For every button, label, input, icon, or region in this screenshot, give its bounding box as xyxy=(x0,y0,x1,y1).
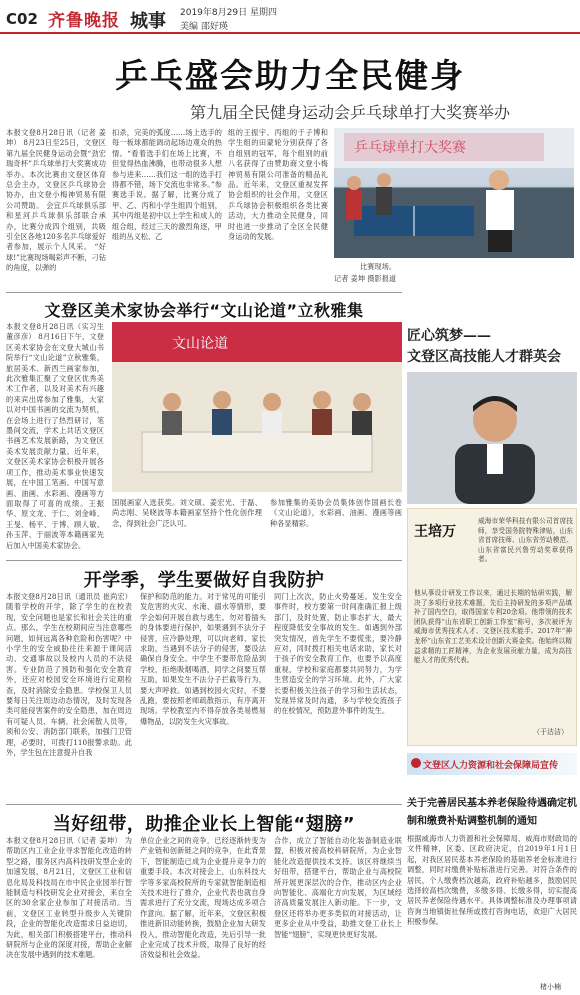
industry-col-3: 合作，成立了智能自动化装备制造业联盟，积极对接高校科研院所，为企业智能化改造提供技术支持。该区将继续当好纽带，搭建平台，帮助企业与高校院所开展更深层次的合作，推动区内企业向智能化、高端化方向发展，为区域经济高质量发展注入新动能。下一步，文登区还将举办更多类似的对接活动，让更多企业从中受益，助推文登工业长上智能“翅膀”，实现更快更好发展。 xyxy=(274,836,402,939)
paper-name: 齐鲁晚报 xyxy=(48,11,120,31)
issue-date: 2019年8月29日 星期四 xyxy=(180,8,277,18)
section-name: 城事 xyxy=(130,11,166,32)
industry-col-1: 本报文登8月28日讯（记者 姜坤） 为帮助区内工业企业寻求智能化改造的转型之路，服务区内高科技研发型企业的加速发展，8月21日，文登区工业和信息化局及科技局在市中民企业园举行智能制造与科技研发企业对接会，来自全区的30余家企业参加了对接活动。当前，文登区工业转型升级步入关键阶段，企业的智能化改造需求日益迫切，为此，相关部门积极搭建平台，推动科研院所与企业的深度对接，帮助企业解决在发展中遇到的技术难题。 xyxy=(6,836,132,960)
art-gathering-scene-icon xyxy=(112,322,402,492)
main-headline: 乒乓盛会助力全民健身 xyxy=(115,56,465,95)
art-gathering-photo xyxy=(112,322,402,492)
profile-name: 王培万 xyxy=(414,524,456,540)
table-tennis-photo xyxy=(334,128,574,258)
portrait-photo xyxy=(407,372,577,504)
sidebar-subtitle: 文登区高技能人才群英会 xyxy=(407,349,561,365)
safety-col-2: 保护和防范的能力。对于常见的可能引发危害的火灾、水淹、溺水等情形，要学会如何开展自救与逃生。勿对着插头的身体要进行保护，如果遇到不法分子侵害，应冷静处理，可以向老师、家长求助，当遇到不法分子的侵害，要设法确保自身安全。中学生不要带危险品到学校，拒绝吸烟喝酒，同学之间要互帮互助，如果发生不法分子拦截等行为，要大声呼救。如遇到校园火灾时，不要乱跑，要按照老师疏散指示，有序离开现场。学校教室内不得存放各类易燃易爆物品，以防发生火灾事故。 xyxy=(140,592,266,726)
notice-body: 根据威海市人力资源和社会保障局、威海市财政局的文件精神，区委、区政府决定，自2019年1月1日起，对我区居民基本养老保险的基础养老金标准进行调整，同时对缴费补贴标准进行完善。对符合条件的居民，个人缴费档次越高，政府补贴越多，鼓励居民选择较高档次缴费，多缴多得、长缴多得，切实提高居民养老保险待遇水平。具体调整标准及办理事项请咨询当地镇街社保所或拨打咨询电话，欢迎广大居民积极参保。 xyxy=(407,834,577,927)
page-number: C02 xyxy=(6,10,38,28)
divider xyxy=(6,560,402,561)
divider xyxy=(6,804,402,805)
main-col-3: 组的王振宇、丙组的于子博和学生组的田蒙轮分别获得了各自组别的冠军，每个组别的前八名获得了由赞助商文登小梅神贸易有限公司准备的精品礼品。近年来，文登区重视发挥协会组织的社会作用，文登区乒乓球协会积极组织各类比赛活动，大力推动全民健身，同时也进一步推动了全区全民健身运动的发展。 xyxy=(228,128,328,242)
profile-box xyxy=(407,508,577,746)
photo1-credit: 记者 姜坤 摄影报道 xyxy=(334,274,397,283)
profile-bio: 威海市荣华科技有限公司首席技师，享受国务院特殊津贴，山东省首席技师、山东省劳动模范、山东省富民兴鲁劳动奖章获得者。 xyxy=(478,517,573,564)
bureau-logo-icon xyxy=(411,758,421,768)
main-subhead: 第九届全民健身运动会乒乓球单打大奖赛举办 xyxy=(189,103,510,122)
industry-headline: 当好纽带，助推企业长上智能“翅膀” xyxy=(52,814,356,835)
notice-title: 关于完善居民基本养老保险待遇确定机制和缴费补贴调整机制的通知 xyxy=(407,798,577,827)
safety-col-1: 本报文登8月28日讯（通讯员 崔尚宏） 随着学校的开学，除了学生的在校表现，安全问题也是家长和社会关注的重点。那么，学生在校期间应当注意哪些问题，如何远离各种危险和伤害呢？中小学生的安全威胁往往来源于课间活动、交通事故以及校内人员的不法侵害。专业防范了预防和强化安全教育外，还应对校园安全环境进行定期检查，及时消除安全隐患。学校保卫人员要每日关注周边动态情况，及时发现各类可能侵害案件的安全隐患，加在周边有可疑人员、车辆、社会闲散人员等，须和公安、消防部门联系，加强门卫管理，必要时，可拨打110报警求助。此外，学生包在注意提升自我 xyxy=(6,592,132,758)
portrait-icon xyxy=(407,372,577,504)
main-col-1: 本报文登8月28日讯（记者 姜坤） 8月23日至25日，文登区第九届全民健身运动会暨“劲宏瑞奇杯”乒乓球单打大奖赛成功举办。本次比赛由文登区体育总会主办，文登区乒乓球协会协办，由文登小梅神贸易有限公司赞助。 会宜乒乓球俱乐部和星河乒乓球俱乐部联合承办，比赛分成四个组别，共吸引全区各地120多名乒乓球爱好者参加，展示个人风采。 “好球!”比赛现场喝彩声不断，刁钻的角度，以弹的 xyxy=(6,128,106,273)
photo1-caption: 比赛现场。 xyxy=(360,262,396,271)
art-caption-right: 参加雅集的美协会员集体创作国画长卷《文山论道》，水彩画、油画、漫画等画种各显精彩。 xyxy=(270,498,402,528)
divider xyxy=(6,292,402,293)
safety-col-3: 同门上次次，防止火势蔓延。发生安全事件时，校方要第一时间准确汇报上级部门，及时处置，防止事态扩大，最大程度降低安全事故的发生。如遇到外部突发情况，首先学生不要慌张，要冷静应对，同时拨打相关电话求助，家长对于孩子的安全教育工作，也要予以高度重视，学校和家庭都要共同努力，为学生营造安全的学习环境。此外，广大家长要积极关注孩子的学习和生活状态，发现异常及时沟通，多与学校交流孩子的在校情况，预防意外事件的发生。 xyxy=(274,592,402,716)
profile-bio-detail: 他从事设计研发工作以来，通过长期的钻研实践，解决了多项行业技术难题，先后主持研发的多项产品填补了国内空白，取得国家专利20余项。他带领的技术团队获得“山东省职工创新工作室”称号，多次被评为威海市优秀技术人才、文登区技术能手。2017年“神龙杯”山东省工艺美术设计创新大赛金奖。他始终以精益求精的工匠精神，为企业发展贡献力量，成为高技能人才的优秀代表。 xyxy=(414,589,572,665)
profile-signature: （于沽洁） xyxy=(533,728,568,736)
main-col-2: 扣杀，完美的弧度……场上选手的每一板球都能调动起场边观众的热情。“看着选手们在场上比赛，不但觉得热血沸腾，也带动很多人想参与进来……我们这一组的选手打得都不错，场下交流也非常多。”参赛选手说。据了解，比赛分成了甲、乙、丙和小学生组四个组别，其中丙组是初中以上学生和成人的组合组，经过三天的激烈角逐，甲组的丛义松、乙 xyxy=(112,128,222,242)
art-col-1: 本报文登8月28日讯（实习生 董彦彦） 8月16日下午，文登区美术家协会在文登大城山书院举行“文山论道”立秋雅集，旅居美术、新西兰画家参加，此次雅集汇聚了文登区优秀美术工作者，以及对美术有兴趣的来宾出席参加了雅集，大家以对中国书画的交流为契机，在会场上进行了热烈研讨，笔墨间交流，学术上共话文登区书画艺术发展新路，为文登区美术发展贡献力量。近年来，文登区美术家协会积极开展各项工作，推动美术事业快速发展，在中国工笔画、中国写意画、油画、水彩画、漫画等方面取得了可喜的成绩。王振华、原文龙、于仁、刘金峰、王旻、杨平、于博、顾人敏、孙玉萍、于丽波等本籍画家先后加入中国美术家协会。 xyxy=(6,322,104,550)
table-tennis-scene-icon xyxy=(334,128,574,258)
notice-signature: 楮小楠 xyxy=(540,983,561,991)
editor-credit: 美编 邵好瑛 xyxy=(180,22,228,32)
art-headline: 文登区美术家协会举行“文山论道”立秋雅集 xyxy=(44,301,364,320)
sidebar-title: 匠心筑梦—— xyxy=(407,328,491,344)
sponsor-banner xyxy=(407,753,577,775)
industry-col-2: 单位企业之间的竞争，已经逐渐转变为产业链和创新链之间的竞争，在此背景下，智能制造已成为企业提升竞争力的重要手段。本次对接会上，山东科技大学等多家高校院所的专家就智能制造相关技术进行了推介，企业代表也就自身需求进行了充分交流，现场达成多项合作意向。据了解，近年来，文登区积极推进新旧动能转换，鼓励企业加大研发投入，推动智能化改造，先后引导一批企业完成了技术升级，取得了良好的经济效益和社会效益。 xyxy=(140,836,266,960)
svg-text:文山论道: 文山论道 xyxy=(172,336,228,352)
sponsor-text: 文登区人力资源和社会保障局宣传 xyxy=(423,761,559,771)
art-caption-left: 国展画家入选获奖。刘文硕、姜宏光、于磊、尚志刚、吴晓波等本籍画家坚持个性化创作理念，得到社会广泛认可。 xyxy=(112,498,262,528)
svg-text:乒乓球单打大奖赛: 乒乓球单打大奖赛 xyxy=(354,140,466,156)
page-header xyxy=(0,0,580,34)
safety-headline: 开学季，学生要做好自我防护 xyxy=(83,570,325,591)
